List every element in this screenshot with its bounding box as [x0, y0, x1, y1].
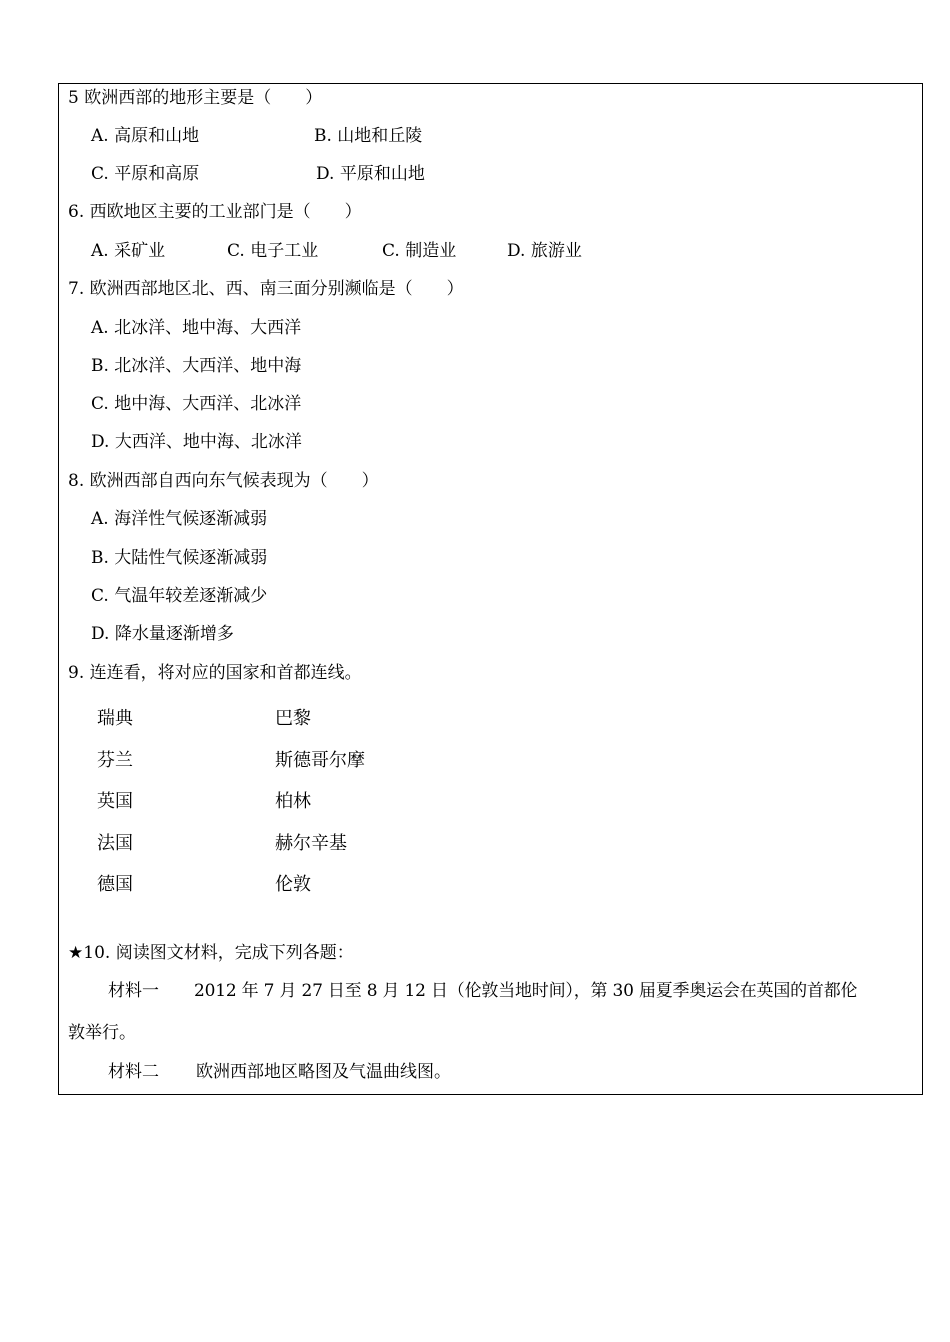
- country-2: 芬兰: [97, 750, 133, 771]
- material2-text: 欧洲西部地区略图及气温曲线图。: [196, 1062, 451, 1082]
- q8-option-b: B. 大陆性气候逐渐减弱: [91, 548, 268, 568]
- q7-stem: 7. 欧洲西部地区北、西、南三面分别濒临是（ ）: [68, 279, 464, 299]
- country-3: 英国: [97, 791, 133, 812]
- q7-option-d: D. 大西洋、地中海、北冰洋: [91, 432, 302, 452]
- country-5: 德国: [97, 874, 133, 895]
- q6-option-a: A. 采矿业: [91, 241, 166, 261]
- q8-stem: 8. 欧洲西部自西向东气候表现为（ ）: [68, 471, 379, 491]
- capital-2: 斯德哥尔摩: [275, 750, 365, 771]
- country-4: 法国: [97, 833, 133, 854]
- q6-option-b: C. 电子工业: [227, 241, 319, 261]
- q8-option-d: D. 降水量逐渐增多: [91, 624, 234, 644]
- material1-text-line2: 敦举行。: [68, 1023, 136, 1043]
- q6-stem: 6. 西欧地区主要的工业部门是（ ）: [68, 202, 362, 222]
- q6-option-d: D. 旅游业: [507, 241, 582, 261]
- q7-option-c: C. 地中海、大西洋、北冰洋: [91, 394, 302, 414]
- capital-5: 伦敦: [275, 874, 311, 895]
- capital-3: 柏林: [275, 791, 311, 812]
- q10-stem: [68, 942, 354, 964]
- q5-option-d: D. 平原和山地: [316, 164, 425, 184]
- material1-text-line1: 2012 年 7 月 27 日至 8 月 12 日（伦敦当地时间），第 30 届夏季奥运会在英国的首都伦: [194, 981, 858, 1001]
- country-1: 瑞典: [97, 708, 133, 729]
- q6-option-c: C. 制造业: [382, 241, 457, 261]
- q8-option-a: A. 海洋性气候逐渐减弱: [91, 509, 268, 529]
- q7-option-b: B. 北冰洋、大西洋、地中海: [91, 356, 302, 376]
- q8-option-c: C. 气温年较差逐渐减少: [91, 586, 268, 606]
- q9-stem: 9. 连连看，将对应的国家和首都连线。: [68, 663, 362, 683]
- q10-stem-text: 10. 阅读图文材料，完成下列各题：: [83, 943, 354, 963]
- capital-1: 巴黎: [275, 708, 311, 729]
- q5-option-c: C. 平原和高原: [91, 164, 200, 184]
- q5-option-b: B. 山地和丘陵: [314, 126, 423, 146]
- star-icon: ★: [68, 943, 84, 963]
- capital-4: 赫尔辛基: [275, 833, 347, 854]
- q5-option-a: A. 高原和山地: [91, 126, 200, 146]
- material1-label: 材料一: [108, 981, 159, 1001]
- material2-label: 材料二: [108, 1062, 159, 1082]
- q7-option-a: A. 北冰洋、地中海、大西洋: [91, 318, 302, 338]
- q5-stem: 5 欧洲西部的地形主要是（ ）: [68, 88, 323, 108]
